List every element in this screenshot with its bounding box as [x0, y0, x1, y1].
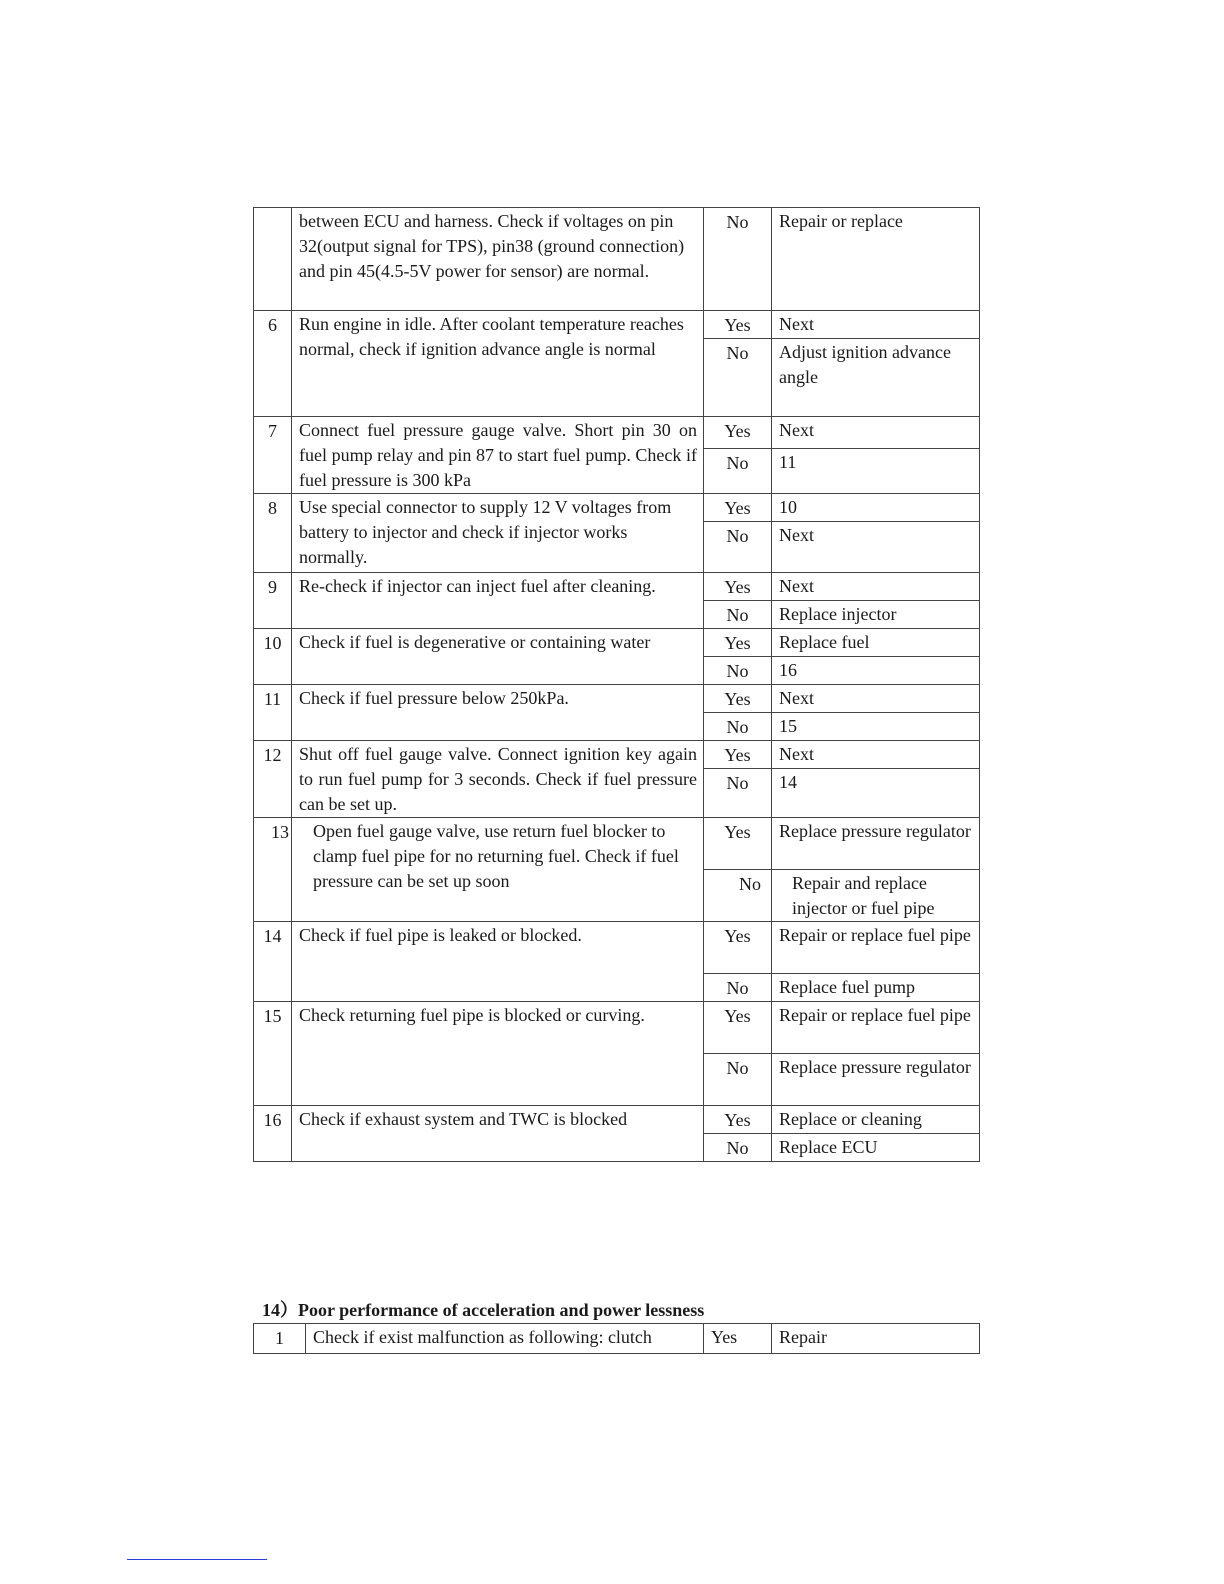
- result-action: Replace ECU: [772, 1134, 980, 1162]
- result-action: 15: [772, 713, 980, 741]
- table-row: [254, 685, 980, 713]
- diagnostic-table: [253, 207, 980, 1162]
- table-row: [254, 818, 980, 870]
- result-action: Next: [772, 741, 980, 769]
- result-action: 16: [772, 657, 980, 685]
- result-answer: No: [704, 1134, 772, 1162]
- section-heading: 14）Poor performance of acceleration and power lessness: [262, 1300, 705, 1320]
- result-answer: No: [704, 208, 772, 311]
- step-description: Open fuel gauge valve, use return fuel blocker to clamp fuel pipe for no returning fuel. Check if fuel pressure can be set up soon: [292, 818, 704, 922]
- table-row: [254, 741, 980, 769]
- step-description: between ECU and harness. Check if voltages on pin 32(output signal for TPS), pin38 (ground connection) and pin 45(4.5-5V power for sensor) are normal.: [292, 208, 704, 311]
- result-action: Repair and replace injector or fuel pipe: [772, 870, 980, 922]
- result-action: Repair or replace fuel pipe: [772, 922, 980, 974]
- step-description: Check returning fuel pipe is blocked or curving.: [292, 1002, 704, 1106]
- result-answer: Yes: [704, 922, 772, 974]
- step-description: Use special connector to supply 12 V voltages from battery to injector and check if injector works normally.: [292, 494, 704, 573]
- result-answer: No: [704, 713, 772, 741]
- result-action: 11: [772, 449, 980, 494]
- result-answer: No: [704, 449, 772, 494]
- footnote-separator: [127, 1559, 267, 1560]
- step-description: Check if fuel pipe is leaked or blocked.: [292, 922, 704, 1002]
- step-number: 10: [254, 629, 292, 685]
- result-answer: Yes: [704, 685, 772, 713]
- step-description: Check if fuel is degenerative or containing water: [292, 629, 704, 685]
- table-row: [254, 629, 980, 657]
- result-answer: No: [704, 657, 772, 685]
- acceleration-diagnostic-table: [253, 1323, 980, 1354]
- result-action: Adjust ignition advance angle: [772, 339, 980, 417]
- table-row: [254, 494, 980, 522]
- result-action: Replace fuel pump: [772, 974, 980, 1002]
- step-number: 16: [254, 1106, 292, 1162]
- step-description: Check if fuel pressure below 250kPa.: [292, 685, 704, 741]
- result-answer: Yes: [704, 1324, 772, 1354]
- result-answer: Yes: [704, 573, 772, 601]
- step-number: 9: [254, 573, 292, 629]
- result-answer: Yes: [704, 629, 772, 657]
- result-action: Replace or cleaning: [772, 1106, 980, 1134]
- result-action: Next: [772, 417, 980, 449]
- step-description: Re-check if injector can inject fuel after cleaning.: [292, 573, 704, 629]
- step-number: 1: [254, 1324, 306, 1354]
- result-action: Replace pressure regulator: [772, 1054, 980, 1106]
- result-action: Replace pressure regulator: [772, 818, 980, 870]
- table-row: [254, 1106, 980, 1134]
- step-number: 13: [254, 818, 292, 922]
- result-answer: Yes: [704, 1002, 772, 1054]
- step-number: 11: [254, 685, 292, 741]
- result-action: Next: [772, 311, 980, 339]
- result-action: Replace injector: [772, 601, 980, 629]
- step-number: 12: [254, 741, 292, 818]
- table-row: [254, 573, 980, 601]
- step-description: Run engine in idle. After coolant temperature reaches normal, check if ignition advance angle is normal: [292, 311, 704, 417]
- result-action: 10: [772, 494, 980, 522]
- result-answer: No: [704, 1054, 772, 1106]
- result-action: Next: [772, 522, 980, 573]
- result-action: Next: [772, 573, 980, 601]
- step-number: [254, 208, 292, 311]
- table-row: [254, 1324, 980, 1354]
- result-answer: Yes: [704, 311, 772, 339]
- result-answer: No: [704, 601, 772, 629]
- result-answer: No: [704, 870, 772, 922]
- result-answer: Yes: [704, 741, 772, 769]
- result-answer: No: [704, 522, 772, 573]
- result-action: Repair: [772, 1324, 980, 1354]
- step-number: 7: [254, 417, 292, 494]
- result-answer: Yes: [704, 1106, 772, 1134]
- table-row: [254, 1002, 980, 1054]
- result-answer: Yes: [704, 494, 772, 522]
- result-action: Repair or replace: [772, 208, 980, 311]
- step-description: Check if exist malfunction as following: clutch: [306, 1324, 704, 1354]
- result-action: 14: [772, 769, 980, 818]
- step-number: 15: [254, 1002, 292, 1106]
- step-description: Connect fuel pressure gauge valve. Short pin 30 on fuel pump relay and pin 87 to start fuel pump. Check if fuel pressure is 300 kPa: [292, 417, 704, 494]
- table-row: [254, 922, 980, 974]
- result-action: Replace fuel: [772, 629, 980, 657]
- result-answer: No: [704, 974, 772, 1002]
- step-number: 8: [254, 494, 292, 573]
- step-description: Shut off fuel gauge valve. Connect ignition key again to run fuel pump for 3 seconds. Check if fuel pressure can be set up.: [292, 741, 704, 818]
- result-answer: Yes: [704, 417, 772, 449]
- table-row: [254, 208, 980, 311]
- result-answer: Yes: [704, 818, 772, 870]
- result-action: Next: [772, 685, 980, 713]
- step-description: Check if exhaust system and TWC is blocked: [292, 1106, 704, 1162]
- step-number: 14: [254, 922, 292, 1002]
- step-number: 6: [254, 311, 292, 417]
- table-row: [254, 417, 980, 449]
- result-action: Repair or replace fuel pipe: [772, 1002, 980, 1054]
- table-row: [254, 311, 980, 339]
- result-answer: No: [704, 769, 772, 818]
- result-answer: No: [704, 339, 772, 417]
